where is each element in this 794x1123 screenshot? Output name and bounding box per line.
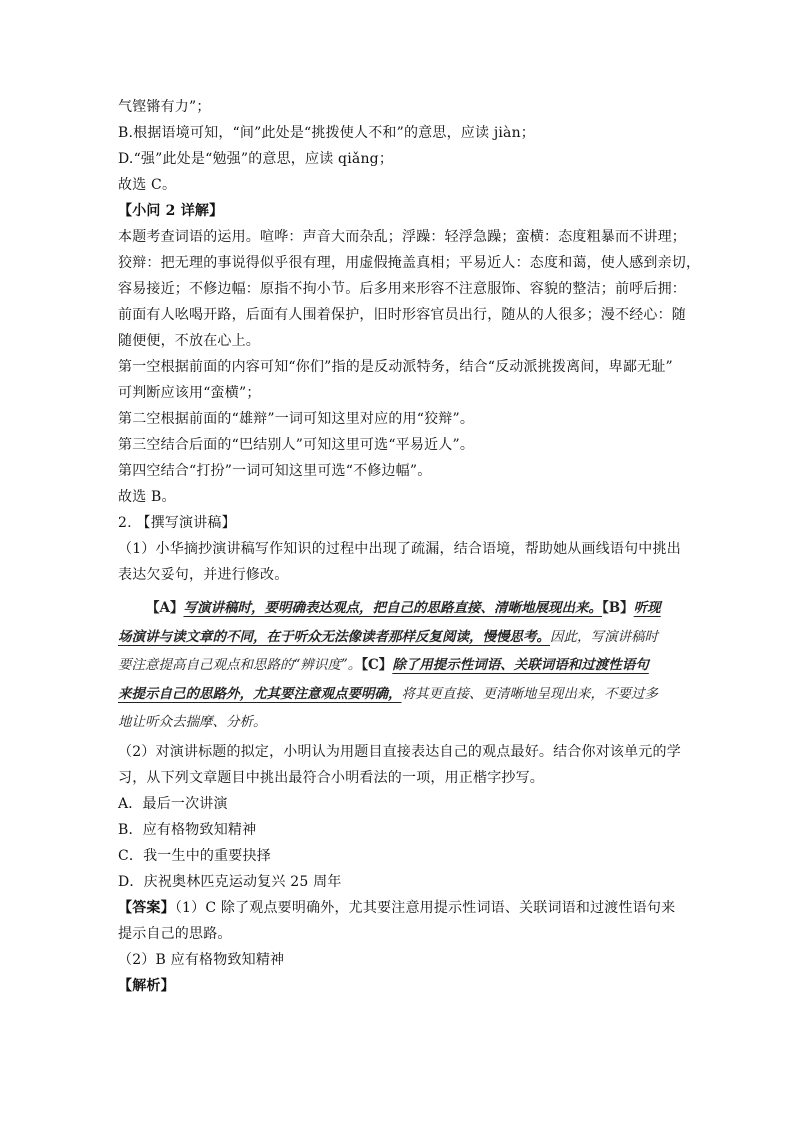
analysis-label: 【解析】 (118, 977, 175, 994)
explanation-line: 随便便，不放在心上。 (118, 333, 260, 349)
question-line: B．应有格物致知精神 (118, 821, 257, 838)
explanation-line: 第一空根据前面的内容可知“你们”指的是反动派特务，结合“反动派挑拨离间，卑鄙无耻” (118, 359, 673, 375)
underlined-sentence-c-end: 来提示自己的思路外，尤其要注意观点要明确， (118, 685, 402, 702)
question-line: A．最后一次讲演 (118, 795, 228, 812)
excerpt-plain-text: 地让听众去揣摩、分析。 (118, 714, 267, 730)
explanation-line: 【小问 2 详解】 (118, 203, 224, 219)
excerpt-plain-text: 将其更直接、更清晰地呈现出来，不要过多 (401, 685, 658, 702)
excerpt-plain-text: 因此，写演讲稿时 (550, 628, 658, 645)
excerpt-line-5 (118, 708, 678, 737)
excerpt-line-1 (118, 594, 678, 623)
explanation-line: 本题考查词语的运用。喧哗：声音大而杂乱；浮躁：轻浮急躁；蛮横：态度粗暴而不讲理； (118, 229, 686, 245)
explanation-line: 2. 【撰写演讲稿】 (118, 515, 236, 531)
explanation-line: 可判断应该用“蛮横”； (118, 385, 261, 401)
question-line: 习，从下列文章题目中挑出最符合小明看法的一项，用正楷字抄写。 (118, 769, 544, 786)
explanation-line: （1）小华摘抄演讲稿写作知识的过程中出现了疏漏，结合语境，帮助她从画线语句中挑出 (118, 541, 681, 557)
explanation-line: 第四空结合“打扮”一词可知这里可选“不修边幅”。 (118, 463, 432, 479)
answer-line-3: （2）B 应有格物致知精神 (118, 951, 285, 968)
excerpt-line-2 (118, 623, 678, 652)
explanation-line: 狡辩：把无理的事说得似乎很有理，用虚假掩盖真相；平易近人：态度和蔼，使人感到亲切， (118, 255, 701, 271)
tag-c: 【C】 (361, 657, 393, 673)
answer-text: （1）C 除了观点要明确外，尤其要注意用提示性词语、关联词语和过渡性语句来 (174, 899, 676, 916)
explanation-line: 第二空根据前面的“雄辩”一词可知这里对应的用“狡辩”。 (118, 411, 475, 427)
explanation-line: 第三空结合后面的“巴结别人”可知这里可选“平易近人”。 (118, 437, 475, 453)
underlined-sentence-b-end: 场演讲与读文章的不同，在于听众无法像读者那样反复阅读，慢慢思考。 (118, 628, 550, 645)
tag-a: 【A】 (146, 600, 184, 616)
excerpt-plain-text: 要注意提高自己观点和思路的“辨识度”。 (118, 657, 362, 673)
answer-label: 【答案】 (118, 899, 175, 916)
question-line: D．庆祝奥林匹克运动复兴 25 周年 (118, 873, 342, 890)
speech-excerpt (118, 594, 678, 737)
answer-line-2: 提示自己的思路。 (118, 925, 232, 942)
explanation-line: 故选 B。 (118, 489, 176, 505)
explanation-line: 前面有人吆喝开路，后面有人围着保护，旧时形容官员出行，随从的人很多；漫不经心：随 (118, 307, 686, 323)
explanation-line: D.“强”此处是“勉强”的意思，应读 qiǎng； (118, 151, 394, 167)
explanation-line: B.根据语境可知，“间”此处是“挑拨使人不和”的意思，应读 jiàn； (118, 125, 535, 141)
explanation-line: 容易接近；不修边幅：原指不拘小节。后多用来形容不注意服饰、容貌的整洁；前呼后拥： (118, 281, 686, 297)
tag-b: 【B】 (601, 600, 634, 616)
question-line: （2）对演讲标题的拟定，小明认为用题目直接表达自己的观点最好。结合你对该单元的学 (118, 743, 681, 760)
document-page (118, 94, 701, 999)
explanation-line: 表达欠妥句，并进行修改。 (118, 567, 289, 583)
answer-line-1 (118, 895, 678, 921)
explanation-block (118, 94, 701, 588)
explanation-line: 气铿锵有力”； (118, 99, 211, 115)
underlined-sentence-c-start: 除了用提示性词语、关联词语和过渡性语句 (392, 657, 649, 673)
question-line: C．我一生中的重要抉择 (118, 847, 271, 864)
excerpt-line-4 (118, 680, 678, 709)
excerpt-line-3 (118, 651, 678, 680)
underlined-sentence-a: 写演讲稿时，要明确表达观点，把自己的思路直接、清晰地展现出来。 (183, 600, 602, 616)
question-2-block (118, 739, 681, 895)
underlined-sentence-b-start: 听现 (633, 600, 661, 616)
explanation-line: 故选 C。 (118, 177, 177, 193)
